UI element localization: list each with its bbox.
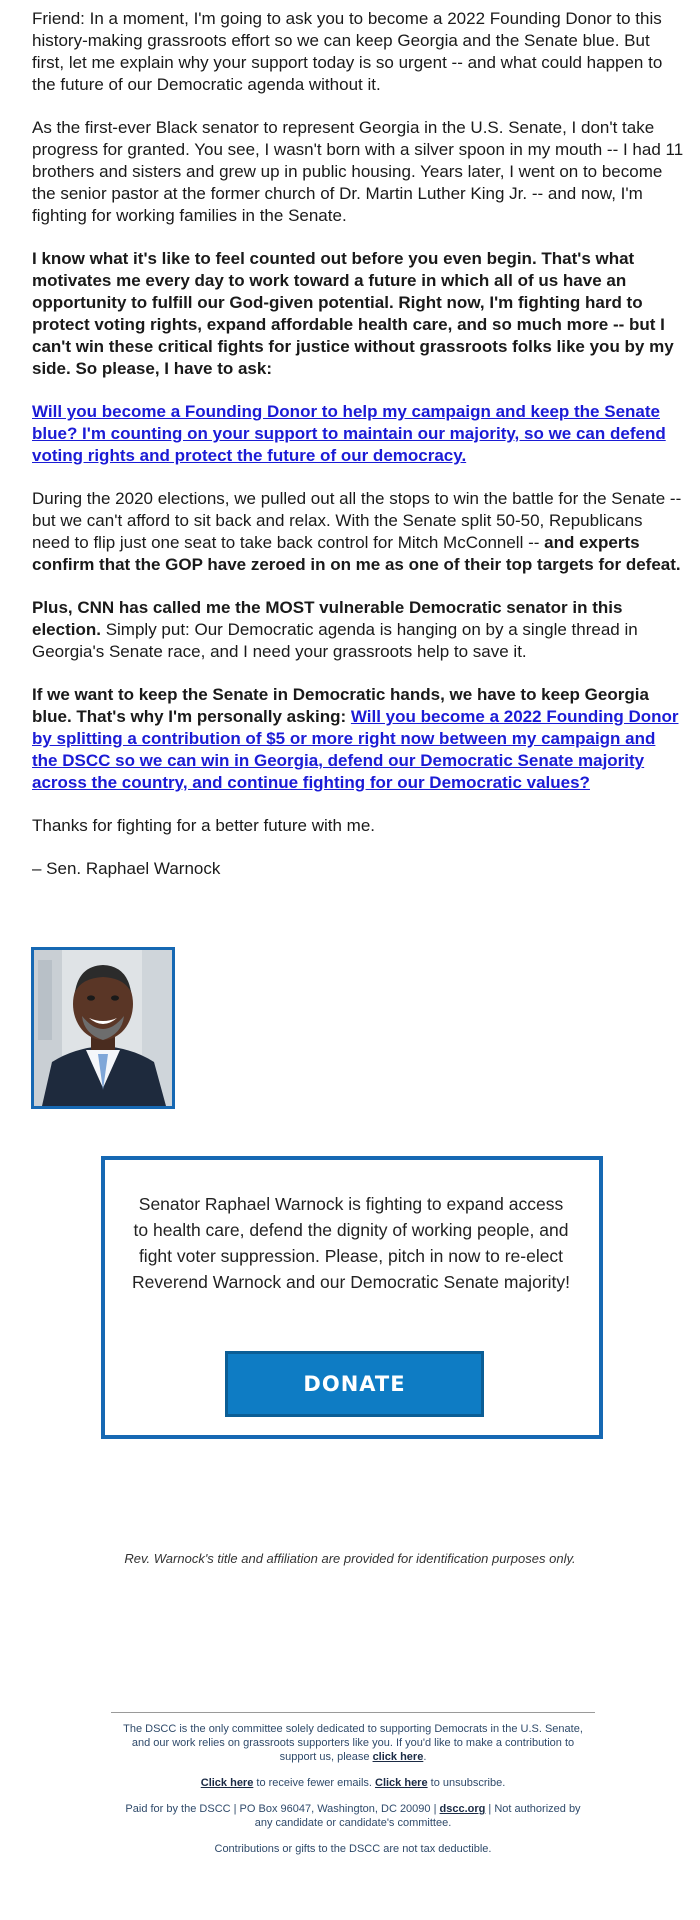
ask-bold-text: If we want to keep the Senate in Democratic hands, we have to keep Georgia blue. That's why I'm personally asking:	[32, 685, 649, 726]
footer-paid-for	[120, 1802, 586, 1830]
thanks-paragraph: Thanks for fighting for a better future with me.	[32, 816, 375, 835]
portrait-illustration	[34, 950, 172, 1106]
dscc-site-link[interactable]: dscc.org	[439, 1803, 486, 1815]
elections-bold-text: and experts confirm that the GOP have zeroed in on me as one of their top targets for defeat.	[32, 533, 681, 574]
founding-donor-link[interactable]: Will you become a Founding Donor to help my campaign and keep the Senate blue? I'm counting on your support to maintain our majority, so we can defend voting rights and protect the future of our democracy.	[32, 402, 666, 465]
donate-appeal-text: Senator Raphael Warnock is fighting to expand access to health care, defend the dignity of working people, and fight voter suppression. Please, pitch in now to re-elect Reverend Warnock and our Democratic Senate majority!	[131, 1194, 570, 1292]
ask-paragraph	[32, 684, 684, 794]
donate-box	[101, 1156, 603, 1439]
identification-disclaimer: Rev. Warnock's title and affiliation are provided for identification purposes only.	[124, 1551, 576, 1566]
signature: – Sen. Raphael Warnock	[32, 859, 221, 878]
donate-button[interactable]: DONATE	[225, 1351, 484, 1417]
elections-paragraph	[32, 488, 684, 576]
cnn-text: Simply put: Our Democratic agenda is hanging on by a single thread in Georgia's Senate race, and I need your grassroots help to save it.	[32, 620, 638, 661]
contribute-link[interactable]: click here	[372, 1751, 424, 1763]
footer-email-prefs	[120, 1776, 586, 1790]
split-contribution-link[interactable]: Will you become a 2022 Founding Donor by splitting a contribution of $5 or more right now between my campaign and the DSCC so we can win in Georgia, defend our Democratic Senate majority across the country, and continue fighting for our Democratic values?	[32, 707, 679, 792]
founding-donor-paragraph	[32, 401, 684, 467]
footer-about-text: The DSCC is the only committee solely dedicated to supporting Democrats in the U.S. Senate, and our work relies on grassroots supporters like you. If you'd like to make a contribution to support us, please	[123, 1723, 583, 1763]
email-body	[32, 8, 684, 901]
elections-text: During the 2020 elections, we pulled out all the stops to win the battle for the Senate -- but we can't afford to sit back and relax. With the Senate split 50-50, Republicans need to flip just one seat to take back control for Mitch McConnell --	[32, 489, 682, 552]
footer-divider	[111, 1712, 595, 1713]
senator-photo	[31, 947, 175, 1109]
cnn-paragraph	[32, 597, 684, 663]
motivation-paragraph: I know what it's like to feel counted out before you even begin. That's what motivates me every day to work toward a future in which all of us have an opportunity to fulfill our God-given potential. Right now, I'm fighting hard to protect voting rights, expand affordable health care, and so much more -- but I can't win these critical fights for justice without grassroots folks like you by my side. So please, I have to ask:	[32, 249, 674, 378]
paid-for-end-text: | Not authorized by any candidate or candidate's committee.	[254, 1803, 581, 1829]
footer	[120, 1722, 586, 1868]
fewer-emails-text: to receive fewer emails.	[253, 1777, 375, 1789]
fewer-emails-link[interactable]: Click here	[200, 1777, 254, 1789]
background-paragraph: As the first-ever Black senator to represent Georgia in the U.S. Senate, I don't take progress for granted. You see, I wasn't born with a silver spoon in my mouth -- I had 11 brothers and sisters and grew up in public housing. Years later, I went on to become the senior pastor at the former church of Dr. Martin Luther King Jr. -- and now, I'm fighting for working families in the Senate.	[32, 118, 684, 225]
paid-for-text: Paid for by the DSCC | PO Box 96047, Washington, DC 20090 |	[125, 1803, 440, 1815]
footer-tax-note: Contributions or gifts to the DSCC are not tax deductible.	[214, 1843, 492, 1855]
unsubscribe-link[interactable]: Click here	[375, 1777, 428, 1789]
footer-about	[120, 1722, 586, 1764]
footer-about-end: .	[423, 1751, 427, 1763]
unsubscribe-text: to unsubscribe.	[427, 1777, 506, 1789]
cnn-bold-text: Plus, CNN has called me the MOST vulnerable Democratic senator in this election.	[32, 598, 623, 639]
intro-paragraph: Friend: In a moment, I'm going to ask you to become a 2022 Founding Donor to this history-making grassroots effort so we can keep Georgia and the Senate blue. But first, let me explain why your support today is so urgent -- and what could happen to the future of our Democratic agenda without it.	[32, 9, 663, 94]
